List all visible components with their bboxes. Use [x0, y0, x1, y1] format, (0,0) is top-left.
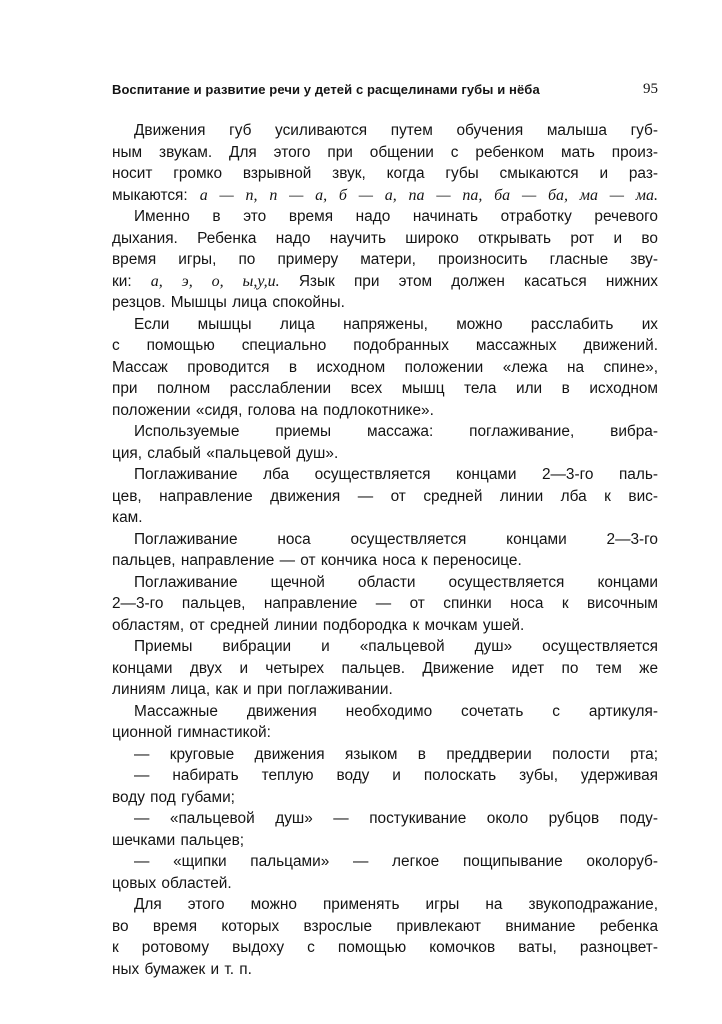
- paragraph-line: Именно в это время надо начинать отработку речевого: [134, 208, 658, 225]
- italic-vowel-examples: а, э, о, ы,у,и.: [150, 272, 280, 290]
- paragraph-line: резцов. Мышцы лица спокойны.: [112, 294, 345, 311]
- paragraph-line: ционной гимнастикой:: [112, 724, 271, 741]
- paragraph-line: дыхания. Ребенка надо научить широко открывать рот и во: [112, 229, 658, 247]
- running-header: [112, 78, 658, 104]
- paragraph-line: линиям лица, как и при поглаживании.: [112, 681, 393, 698]
- running-title: Воспитание и развитие речи у детей с расщелинами губы и нёба: [112, 82, 540, 97]
- list-item-line: воду под губами;: [112, 788, 235, 806]
- italic-sound-examples: а — п, п — а, б — а, па — па, ба — ба, ма — ма.: [199, 186, 659, 204]
- body-text: [112, 120, 658, 980]
- paragraph-line: ных бумажек и т. п.: [112, 960, 252, 978]
- paragraph-line: Поглаживание носа осуществляется концами 2—3-го: [134, 530, 658, 548]
- paragraph-line: Используемые приемы массажа: поглаживание, вибра-: [134, 423, 658, 440]
- paragraph-line: ки: а, э, о, ы,у,и. Язык при этом должен касаться нижних: [112, 272, 659, 290]
- list-item-line: — «пальцевой душ» — постукивание около рубцов поду-: [134, 810, 658, 827]
- paragraph-line: к ротовому выдоху с помощью комочков ваты, разноцвет-: [112, 939, 658, 956]
- paragraph-line: концами двух и четырех пальцев. Движение идет по тем же: [112, 659, 658, 677]
- paragraph-line: 2—3-го пальцев, направление — от спинки носа к височным: [112, 595, 658, 612]
- paragraph-line: Массаж проводится в исходном положении «лежа на спине»,: [112, 358, 658, 376]
- paragraph-line: Массажные движения необходимо сочетать с артикуля-: [134, 702, 658, 720]
- page-number: 95: [643, 81, 658, 97]
- paragraph-line: Если мышцы лица напряжены, можно расслабить их: [134, 315, 658, 333]
- paragraph-line: Поглаживание лба осуществляется концами 2—3-го паль-: [134, 466, 658, 483]
- paragraph-line: Приемы вибрации и «пальцевой душ» осуществляется: [134, 638, 658, 655]
- paragraph-line: цев, направление движения — от средней линии лба к вис-: [112, 487, 658, 505]
- paragraph-line: время игры, по примеру матери, произносить гласные зву-: [112, 251, 658, 268]
- list-item-line: — круговые движения языком в преддверии полости рта;: [134, 745, 658, 763]
- paragraph-line: мыкаются: а — п, п — а, б — а, па — па, ба — ба, ма — ма.: [112, 186, 659, 204]
- paragraph-line: ция, слабый «пальцевой душ».: [112, 444, 339, 462]
- list-item-line: шечками пальцев;: [112, 831, 245, 849]
- list-item-line: цовых областей.: [112, 874, 232, 892]
- paragraph-line: пальцев, направление — от кончика носа к переносице.: [112, 552, 522, 569]
- paragraph-line: Для этого можно применять игры на звукоподражание,: [134, 896, 658, 913]
- paragraph-line: кам.: [112, 509, 143, 526]
- list-item-line: — «щипки пальцами» — легкое пощипывание околоруб-: [134, 853, 658, 870]
- paragraph-line: носит громко взрывной звук, когда губы смыкаются и раз-: [112, 165, 658, 182]
- paragraph-line: с помощью специально подобранных массажных движений.: [112, 337, 658, 354]
- paragraph-line: Поглаживание щечной области осуществляется концами: [134, 573, 658, 591]
- paragraph-line: положении «сидя, голова на подлокотнике».: [112, 401, 434, 419]
- list-item-line: — набирать теплую воду и полоскать зубы, удерживая: [134, 767, 658, 784]
- paragraph-line: областям, от средней линии подбородка к мочкам ушей.: [112, 616, 525, 634]
- paragraph-line: при полном расслаблении всех мышц тела или в исходном: [112, 380, 658, 397]
- paragraph-line: ным звукам. Для этого при общении с ребенком мать произ-: [112, 143, 658, 161]
- paragraph-line: Движения губ усиливаются путем обучения малыша губ-: [134, 122, 658, 139]
- paragraph-line: во время которых взрослые привлекают внимание ребенка: [112, 917, 658, 935]
